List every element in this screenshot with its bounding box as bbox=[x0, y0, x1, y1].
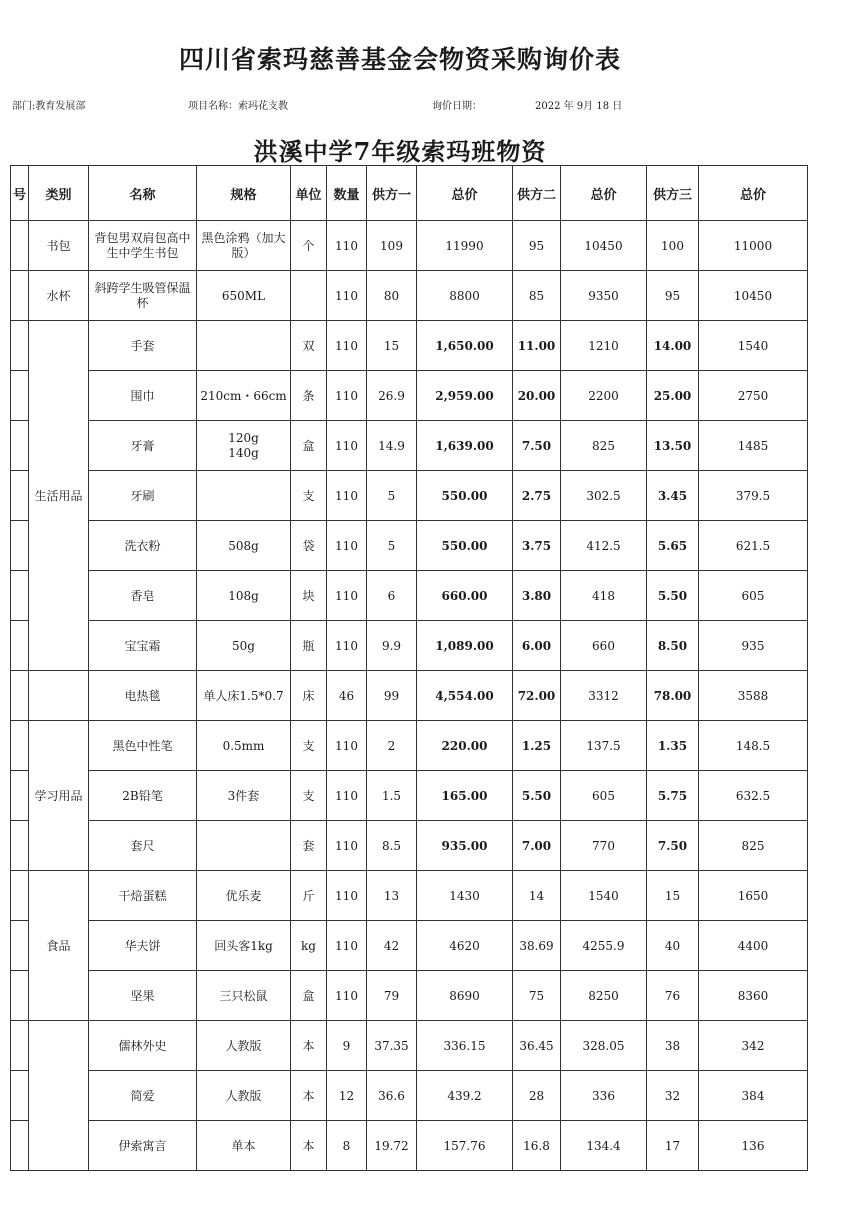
cell-spec: 108g bbox=[197, 571, 291, 621]
cell-price3: 25.00 bbox=[647, 371, 699, 421]
cell-price1: 80 bbox=[367, 271, 417, 321]
cell-price1: 99 bbox=[367, 671, 417, 721]
table-row bbox=[11, 521, 808, 571]
col-header-name: 名称 bbox=[89, 166, 197, 221]
cell-name: 坚果 bbox=[89, 971, 197, 1021]
cell-total2: 3312 bbox=[561, 671, 647, 721]
table-row bbox=[11, 871, 808, 921]
cell-qty: 110 bbox=[327, 371, 367, 421]
cell-price1: 26.9 bbox=[367, 371, 417, 421]
cell-total2: 660 bbox=[561, 621, 647, 671]
cell-name: 简爱 bbox=[89, 1071, 197, 1121]
table-subtitle: 洪溪中学7年级索玛班物资 bbox=[253, 137, 547, 166]
table-row bbox=[11, 821, 808, 871]
cell-total2: 605 bbox=[561, 771, 647, 821]
cell-name: 儒林外史 bbox=[89, 1021, 197, 1071]
cell-category-study-supplies: 学习用品 bbox=[29, 721, 89, 871]
col-header-supplier3: 供方三 bbox=[647, 166, 699, 221]
cell-seq bbox=[11, 1071, 29, 1121]
cell-name: 牙刷 bbox=[89, 471, 197, 521]
cell-total1: 11990 bbox=[417, 221, 513, 271]
cell-spec: 50g bbox=[197, 621, 291, 671]
cell-price2: 5.50 bbox=[513, 771, 561, 821]
col-header-qty: 数量 bbox=[327, 166, 367, 221]
cell-price2: 6.00 bbox=[513, 621, 561, 671]
cell-price3: 7.50 bbox=[647, 821, 699, 871]
cell-total3: 379.5 bbox=[699, 471, 808, 521]
cell-price1: 6 bbox=[367, 571, 417, 621]
cell-seq bbox=[11, 521, 29, 571]
cell-price2: 1.25 bbox=[513, 721, 561, 771]
project-name-field: 项目名称：索玛花支教 bbox=[188, 101, 288, 112]
department-field: 部门:教育发展部 bbox=[12, 101, 86, 112]
table-row bbox=[11, 421, 808, 471]
cell-seq bbox=[11, 771, 29, 821]
cell-qty: 110 bbox=[327, 771, 367, 821]
cell-price1: 8.5 bbox=[367, 821, 417, 871]
cell-price2: 28 bbox=[513, 1071, 561, 1121]
cell-qty: 110 bbox=[327, 271, 367, 321]
cell-total3: 342 bbox=[699, 1021, 808, 1071]
cell-total3: 11000 bbox=[699, 221, 808, 271]
cell-price2: 7.00 bbox=[513, 821, 561, 871]
cell-price2: 75 bbox=[513, 971, 561, 1021]
cell-category-books bbox=[29, 1021, 89, 1171]
table-row bbox=[11, 571, 808, 621]
cell-qty: 110 bbox=[327, 421, 367, 471]
cell-unit: 斤 bbox=[291, 871, 327, 921]
cell-unit: 床 bbox=[291, 671, 327, 721]
cell-price3: 40 bbox=[647, 921, 699, 971]
table-row bbox=[11, 921, 808, 971]
cell-price3: 100 bbox=[647, 221, 699, 271]
cell-total3: 148.5 bbox=[699, 721, 808, 771]
cell-spec: 三只松鼠 bbox=[197, 971, 291, 1021]
cell-price3: 76 bbox=[647, 971, 699, 1021]
cell-total2: 825 bbox=[561, 421, 647, 471]
cell-total3: 621.5 bbox=[699, 521, 808, 571]
cell-unit: kg bbox=[291, 921, 327, 971]
cell-price2: 72.00 bbox=[513, 671, 561, 721]
cell-seq bbox=[11, 1021, 29, 1071]
cell-price2: 85 bbox=[513, 271, 561, 321]
cell-total3: 1485 bbox=[699, 421, 808, 471]
table-row bbox=[11, 671, 808, 721]
cell-total3: 632.5 bbox=[699, 771, 808, 821]
cell-seq bbox=[11, 271, 29, 321]
cell-price2: 11.00 bbox=[513, 321, 561, 371]
cell-total1: 165.00 bbox=[417, 771, 513, 821]
cell-category-food: 食品 bbox=[29, 871, 89, 1021]
document-title: 四川省索玛慈善基金会物资采购询价表 bbox=[178, 45, 621, 74]
cell-seq bbox=[11, 571, 29, 621]
cell-total2: 1210 bbox=[561, 321, 647, 371]
cell-price3: 95 bbox=[647, 271, 699, 321]
cell-name: 华夫饼 bbox=[89, 921, 197, 971]
cell-total2: 10450 bbox=[561, 221, 647, 271]
cell-price1: 13 bbox=[367, 871, 417, 921]
cell-unit: 盒 bbox=[291, 971, 327, 1021]
cell-name: 黑色中性笔 bbox=[89, 721, 197, 771]
table-row bbox=[11, 1121, 808, 1171]
cell-name: 套尺 bbox=[89, 821, 197, 871]
cell-unit: 套 bbox=[291, 821, 327, 871]
cell-total2: 9350 bbox=[561, 271, 647, 321]
cell-price3: 38 bbox=[647, 1021, 699, 1071]
cell-total2: 137.5 bbox=[561, 721, 647, 771]
cell-total1: 8690 bbox=[417, 971, 513, 1021]
cell-seq bbox=[11, 321, 29, 371]
table-row bbox=[11, 1071, 808, 1121]
cell-total3: 4400 bbox=[699, 921, 808, 971]
col-header-total2: 总价 bbox=[561, 166, 647, 221]
table-row bbox=[11, 471, 808, 521]
inquiry-date-label: 询价日期： bbox=[432, 101, 482, 112]
cell-unit: 盒 bbox=[291, 421, 327, 471]
cell-total2: 2200 bbox=[561, 371, 647, 421]
cell-price3: 17 bbox=[647, 1121, 699, 1171]
cell-spec: 120g 140g bbox=[197, 421, 291, 471]
table-row bbox=[11, 221, 808, 271]
cell-price1: 79 bbox=[367, 971, 417, 1021]
cell-total1: 4,554.00 bbox=[417, 671, 513, 721]
table-row bbox=[11, 321, 808, 371]
cell-price2: 20.00 bbox=[513, 371, 561, 421]
cell-total1: 157.76 bbox=[417, 1121, 513, 1171]
cell-spec bbox=[197, 321, 291, 371]
cell-category-daily-goods: 生活用品 bbox=[29, 321, 89, 671]
cell-price1: 5 bbox=[367, 471, 417, 521]
cell-price2: 2.75 bbox=[513, 471, 561, 521]
cell-seq bbox=[11, 871, 29, 921]
col-header-supplier1: 供方一 bbox=[367, 166, 417, 221]
cell-total3: 935 bbox=[699, 621, 808, 671]
cell-total3: 136 bbox=[699, 1121, 808, 1171]
cell-price1: 14.9 bbox=[367, 421, 417, 471]
cell-unit: 瓶 bbox=[291, 621, 327, 671]
cell-name: 牙膏 bbox=[89, 421, 197, 471]
cell-qty: 110 bbox=[327, 871, 367, 921]
cell-price3: 5.75 bbox=[647, 771, 699, 821]
cell-spec: 210cm・66cm bbox=[197, 371, 291, 421]
cell-price3: 1.35 bbox=[647, 721, 699, 771]
table-row bbox=[11, 971, 808, 1021]
cell-seq bbox=[11, 221, 29, 271]
cell-qty: 9 bbox=[327, 1021, 367, 1071]
cell-name: 围巾 bbox=[89, 371, 197, 421]
header-row bbox=[11, 166, 808, 221]
cell-total1: 1,650.00 bbox=[417, 321, 513, 371]
cell-name: 伊索寓言 bbox=[89, 1121, 197, 1171]
cell-seq bbox=[11, 971, 29, 1021]
cell-qty: 110 bbox=[327, 921, 367, 971]
cell-price2: 36.45 bbox=[513, 1021, 561, 1071]
cell-seq bbox=[11, 621, 29, 671]
cell-price3: 5.65 bbox=[647, 521, 699, 571]
cell-total2: 328.05 bbox=[561, 1021, 647, 1071]
cell-total3: 2750 bbox=[699, 371, 808, 421]
inquiry-date-value: 2022 年 9月 18 日 bbox=[535, 101, 623, 112]
col-header-spec: 规格 bbox=[197, 166, 291, 221]
cell-qty: 110 bbox=[327, 321, 367, 371]
cell-total3: 8360 bbox=[699, 971, 808, 1021]
cell-unit: 本 bbox=[291, 1121, 327, 1171]
cell-total1: 8800 bbox=[417, 271, 513, 321]
cell-total3: 3588 bbox=[699, 671, 808, 721]
cell-qty: 110 bbox=[327, 821, 367, 871]
procurement-table bbox=[10, 165, 808, 1171]
cell-seq bbox=[11, 1121, 29, 1171]
cell-unit: 本 bbox=[291, 1071, 327, 1121]
cell-name: 手套 bbox=[89, 321, 197, 371]
col-header-unit: 单位 bbox=[291, 166, 327, 221]
cell-price3: 8.50 bbox=[647, 621, 699, 671]
cell-unit: 本 bbox=[291, 1021, 327, 1071]
cell-price2: 3.75 bbox=[513, 521, 561, 571]
cell-total2: 302.5 bbox=[561, 471, 647, 521]
cell-qty: 110 bbox=[327, 971, 367, 1021]
cell-qty: 46 bbox=[327, 671, 367, 721]
cell-total3: 384 bbox=[699, 1071, 808, 1121]
cell-price3: 78.00 bbox=[647, 671, 699, 721]
cell-spec: 508g bbox=[197, 521, 291, 571]
cell-seq bbox=[11, 421, 29, 471]
cell-name: 洗衣粉 bbox=[89, 521, 197, 571]
cell-price1: 42 bbox=[367, 921, 417, 971]
cell-unit: 双 bbox=[291, 321, 327, 371]
cell-spec: 单人床1.5*0.7 bbox=[197, 671, 291, 721]
cell-price1: 15 bbox=[367, 321, 417, 371]
cell-qty: 110 bbox=[327, 471, 367, 521]
cell-category: 水杯 bbox=[29, 271, 89, 321]
cell-price1: 36.6 bbox=[367, 1071, 417, 1121]
cell-price3: 32 bbox=[647, 1071, 699, 1121]
cell-name: 2B铅笔 bbox=[89, 771, 197, 821]
cell-total2: 4255.9 bbox=[561, 921, 647, 971]
cell-category bbox=[29, 671, 89, 721]
cell-name: 斜跨学生吸管保温杯 bbox=[89, 271, 197, 321]
col-header-seq: 号 bbox=[11, 166, 29, 221]
cell-total1: 550.00 bbox=[417, 471, 513, 521]
cell-price3: 3.45 bbox=[647, 471, 699, 521]
cell-name: 宝宝霜 bbox=[89, 621, 197, 671]
cell-price1: 5 bbox=[367, 521, 417, 571]
cell-seq bbox=[11, 921, 29, 971]
cell-seq bbox=[11, 471, 29, 521]
cell-price2: 16.8 bbox=[513, 1121, 561, 1171]
cell-total1: 1430 bbox=[417, 871, 513, 921]
cell-price3: 15 bbox=[647, 871, 699, 921]
cell-total3: 10450 bbox=[699, 271, 808, 321]
cell-spec: 单本 bbox=[197, 1121, 291, 1171]
cell-seq bbox=[11, 821, 29, 871]
cell-spec: 0.5mm bbox=[197, 721, 291, 771]
cell-unit: 袋 bbox=[291, 521, 327, 571]
cell-name: 香皂 bbox=[89, 571, 197, 621]
cell-spec: 优乐麦 bbox=[197, 871, 291, 921]
cell-total1: 550.00 bbox=[417, 521, 513, 571]
table-row bbox=[11, 771, 808, 821]
cell-spec: 650ML bbox=[197, 271, 291, 321]
cell-spec: 回头客1kg bbox=[197, 921, 291, 971]
cell-total2: 336 bbox=[561, 1071, 647, 1121]
cell-price1: 37.35 bbox=[367, 1021, 417, 1071]
cell-total1: 336.15 bbox=[417, 1021, 513, 1071]
table-row bbox=[11, 621, 808, 671]
cell-qty: 12 bbox=[327, 1071, 367, 1121]
cell-name: 背包男双肩包高中生中学生书包 bbox=[89, 221, 197, 271]
cell-total1: 439.2 bbox=[417, 1071, 513, 1121]
col-header-category: 类别 bbox=[29, 166, 89, 221]
cell-unit: 个 bbox=[291, 221, 327, 271]
cell-spec bbox=[197, 821, 291, 871]
table-row bbox=[11, 271, 808, 321]
cell-name: 电热毯 bbox=[89, 671, 197, 721]
cell-price3: 13.50 bbox=[647, 421, 699, 471]
cell-spec: 黑色涂鸦（加大版） bbox=[197, 221, 291, 271]
cell-total2: 418 bbox=[561, 571, 647, 621]
cell-total1: 1,089.00 bbox=[417, 621, 513, 671]
cell-price3: 5.50 bbox=[647, 571, 699, 621]
col-header-supplier2: 供方二 bbox=[513, 166, 561, 221]
cell-total1: 1,639.00 bbox=[417, 421, 513, 471]
cell-spec: 3件套 bbox=[197, 771, 291, 821]
cell-total1: 2,959.00 bbox=[417, 371, 513, 421]
cell-qty: 8 bbox=[327, 1121, 367, 1171]
cell-total2: 1540 bbox=[561, 871, 647, 921]
cell-qty: 110 bbox=[327, 221, 367, 271]
cell-price2: 14 bbox=[513, 871, 561, 921]
col-header-total3: 总价 bbox=[699, 166, 808, 221]
cell-spec: 人教版 bbox=[197, 1021, 291, 1071]
cell-spec bbox=[197, 471, 291, 521]
cell-price1: 109 bbox=[367, 221, 417, 271]
cell-total3: 825 bbox=[699, 821, 808, 871]
table-row bbox=[11, 371, 808, 421]
cell-seq bbox=[11, 371, 29, 421]
cell-seq bbox=[11, 721, 29, 771]
cell-unit: 支 bbox=[291, 771, 327, 821]
cell-total2: 8250 bbox=[561, 971, 647, 1021]
cell-total2: 412.5 bbox=[561, 521, 647, 571]
cell-seq bbox=[11, 671, 29, 721]
cell-total3: 1650 bbox=[699, 871, 808, 921]
table-row bbox=[11, 1021, 808, 1071]
cell-price1: 9.9 bbox=[367, 621, 417, 671]
cell-qty: 110 bbox=[327, 521, 367, 571]
cell-price1: 2 bbox=[367, 721, 417, 771]
table-row bbox=[11, 721, 808, 771]
cell-unit: 支 bbox=[291, 721, 327, 771]
cell-total3: 1540 bbox=[699, 321, 808, 371]
cell-category: 书包 bbox=[29, 221, 89, 271]
cell-unit: 条 bbox=[291, 371, 327, 421]
cell-price2: 95 bbox=[513, 221, 561, 271]
cell-total2: 770 bbox=[561, 821, 647, 871]
cell-total1: 4620 bbox=[417, 921, 513, 971]
cell-total3: 605 bbox=[699, 571, 808, 621]
cell-price2: 3.80 bbox=[513, 571, 561, 621]
cell-price2: 38.69 bbox=[513, 921, 561, 971]
col-header-total1: 总价 bbox=[417, 166, 513, 221]
cell-total1: 220.00 bbox=[417, 721, 513, 771]
cell-name: 干焙蛋糕 bbox=[89, 871, 197, 921]
cell-total1: 660.00 bbox=[417, 571, 513, 621]
cell-unit: 支 bbox=[291, 471, 327, 521]
cell-price1: 1.5 bbox=[367, 771, 417, 821]
cell-qty: 110 bbox=[327, 621, 367, 671]
cell-price3: 14.00 bbox=[647, 321, 699, 371]
cell-total2: 134.4 bbox=[561, 1121, 647, 1171]
cell-qty: 110 bbox=[327, 571, 367, 621]
cell-spec: 人教版 bbox=[197, 1071, 291, 1121]
cell-unit bbox=[291, 271, 327, 321]
cell-price1: 19.72 bbox=[367, 1121, 417, 1171]
cell-unit: 块 bbox=[291, 571, 327, 621]
cell-price2: 7.50 bbox=[513, 421, 561, 471]
cell-qty: 110 bbox=[327, 721, 367, 771]
cell-total1: 935.00 bbox=[417, 821, 513, 871]
